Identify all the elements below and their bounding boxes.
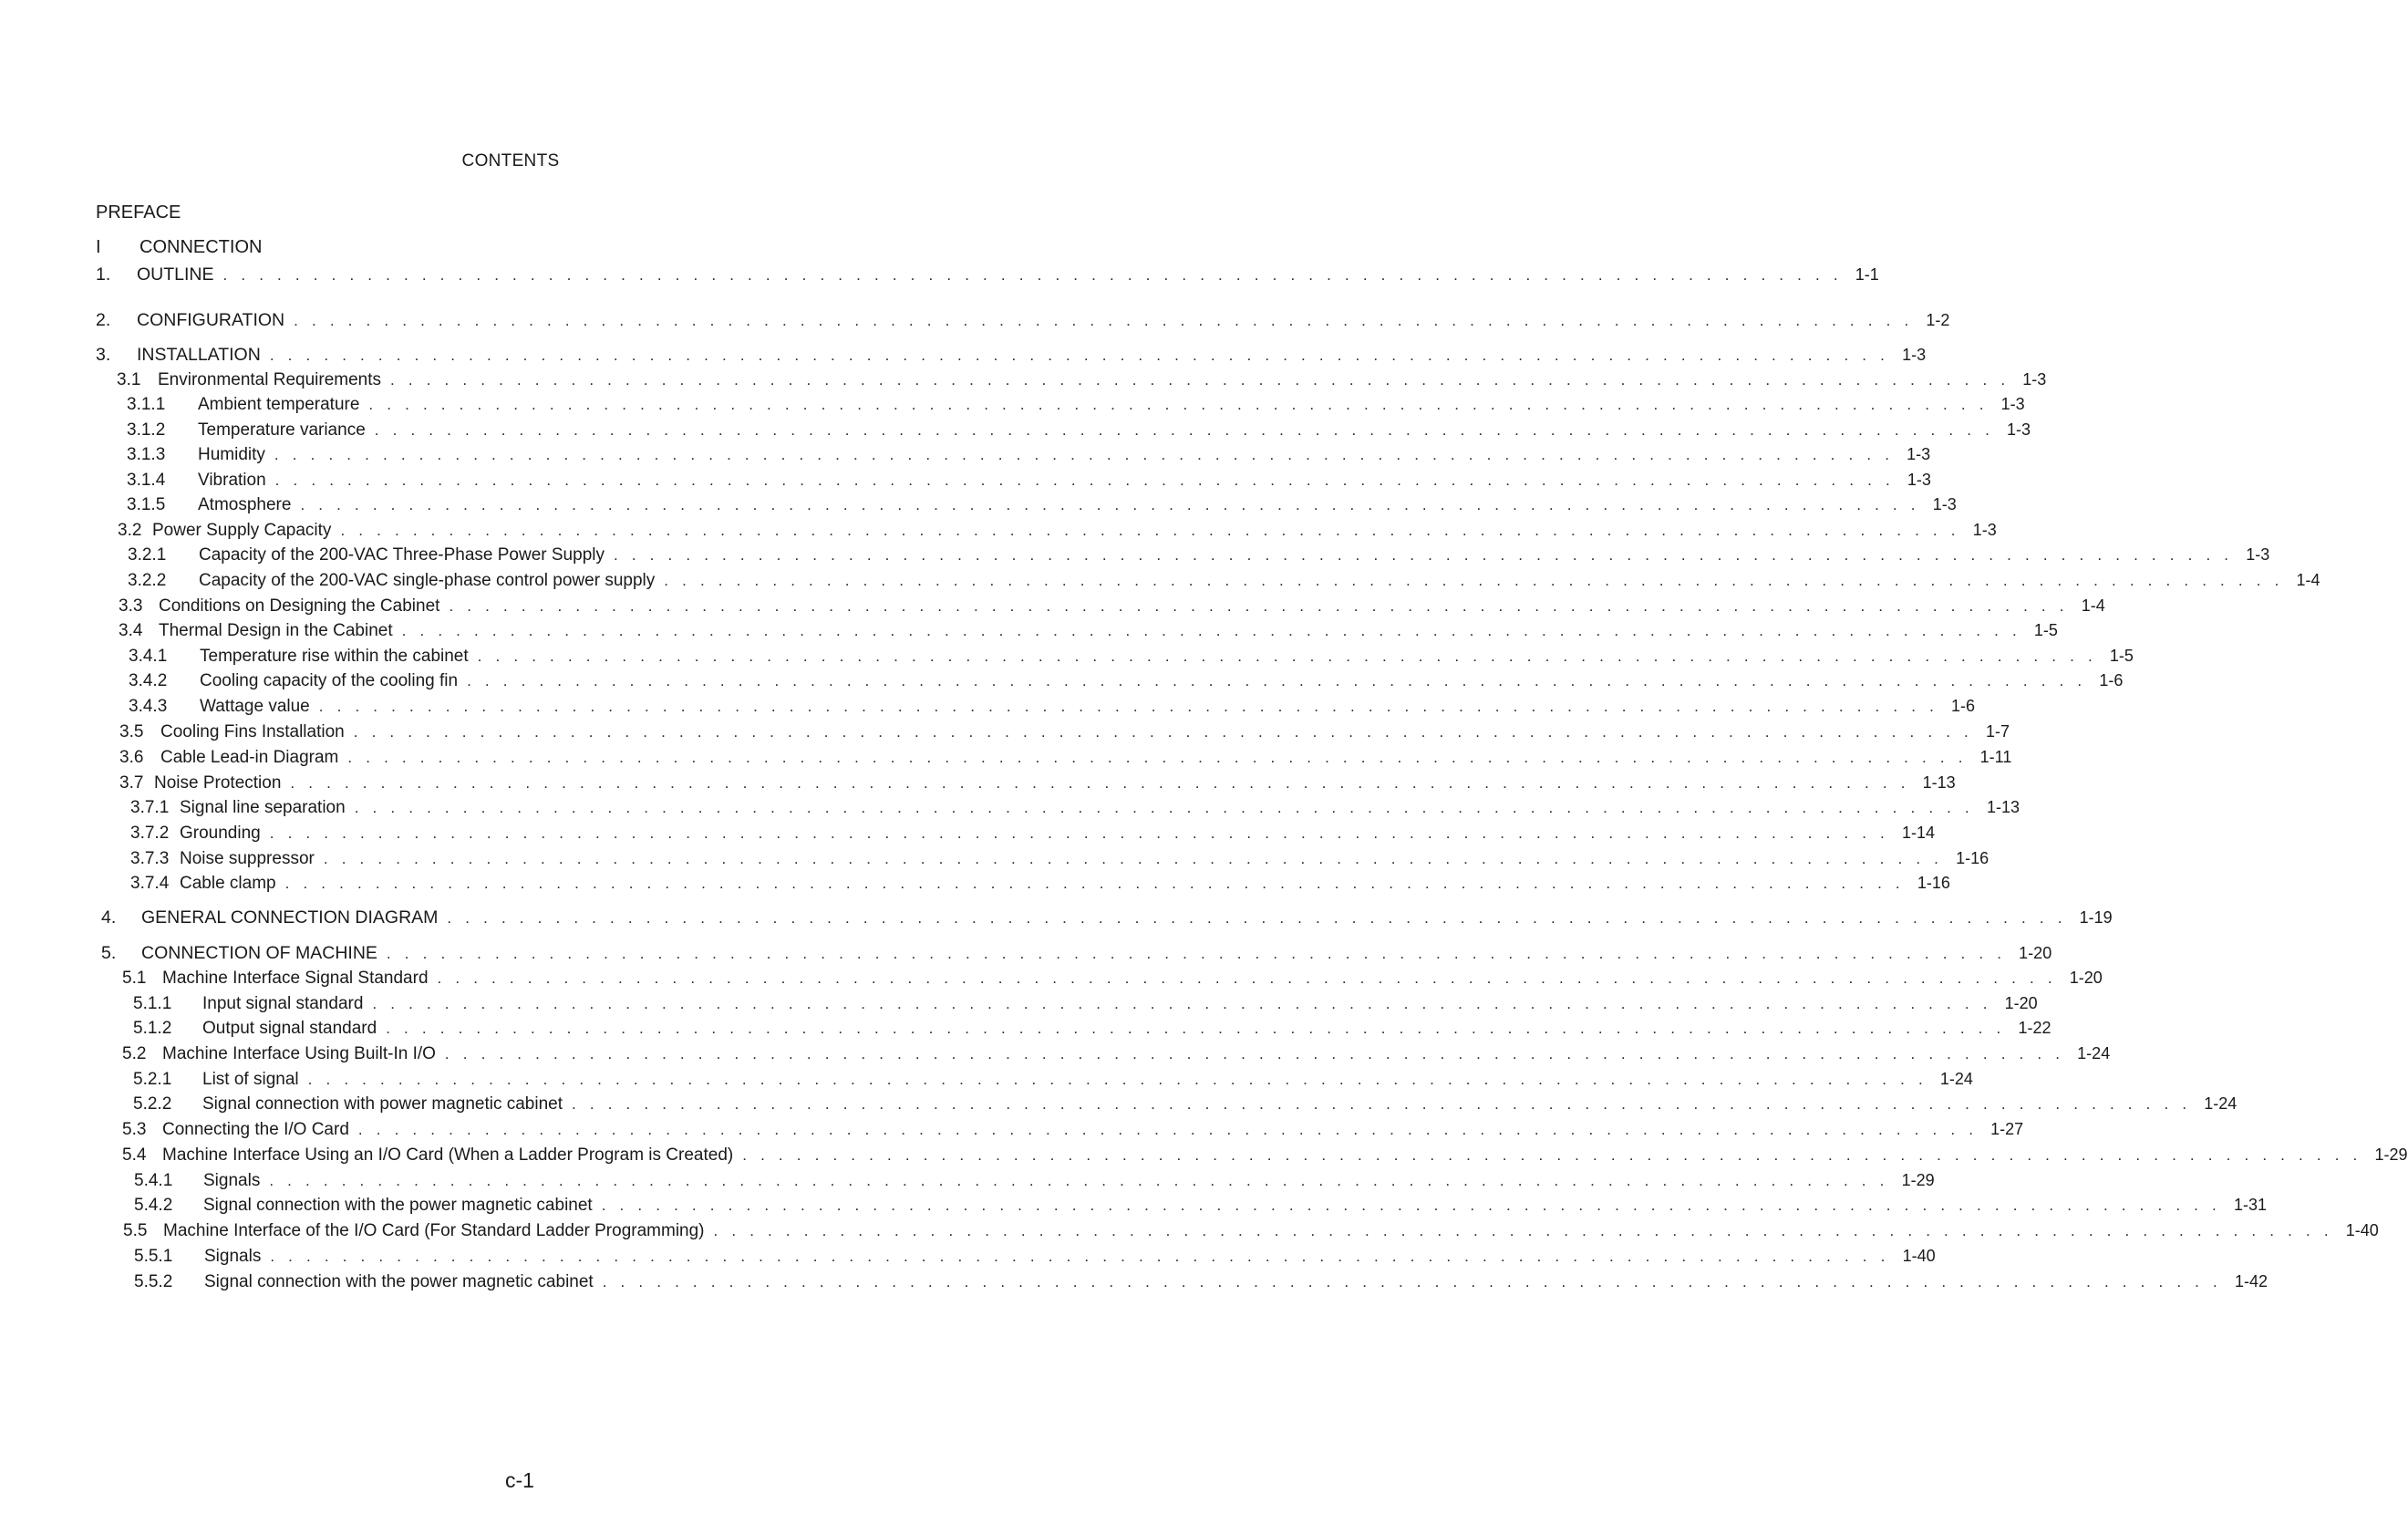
toc-entry: [117, 368, 2047, 391]
toc-leader-dots: . . . . . . . . . . . . . . . . . . . . . . . . . . . . . . . . . . . . . . . . . . . . . . . . . . . . . . . . . . . . . . . . . . . . . . . . . . . . . . . . . . . . . . . . . .: [274, 446, 1895, 463]
toc-entry-page: 1-20: [2004, 994, 2038, 1012]
toc-leader-dots: . . . . . . . . . . . . . . . . . . . . . . . . . . . . . . . . . . . . . . . . . . . . . . . . . . . . . . . . . . . . . . . . . . . . . . . . . . . . . . . . . . . . . . . . . .: [372, 995, 1992, 1012]
toc-entry-label: Cable clamp: [180, 874, 276, 893]
toc-entry: [118, 518, 1997, 542]
toc-entry-label: Capacity of the 200-VAC single-phase control power supply: [199, 571, 656, 590]
toc-entry-number: 3.7.3: [130, 849, 170, 868]
toc-entry: [133, 1092, 2237, 1115]
toc-entry-number: 5.4.2: [134, 1196, 173, 1215]
toc-entry-label: INSTALLATION: [137, 345, 261, 365]
toc-entry-label: Connecting the I/O Card: [162, 1120, 349, 1139]
toc-entry-label: Conditions on Designing the Cabinet: [159, 596, 440, 616]
toc-entry-number: 5.: [101, 943, 117, 963]
toc-entry-label: Cooling capacity of the cooling fin: [200, 671, 459, 690]
toc-entry: [133, 1016, 2051, 1040]
toc-entry-number: 3.7.4: [130, 874, 170, 893]
toc-entry: [122, 1143, 2408, 1166]
toc-entry: [101, 941, 2052, 965]
toc-entry: [122, 966, 2103, 990]
toc-entry-number: 3.4: [119, 621, 143, 640]
toc-entry-label: Machine Interface Using an I/O Card (When a Ladder Program is Created): [162, 1145, 734, 1165]
toc-entry-label: Cooling Fins Installation: [160, 722, 345, 741]
toc-entry: [96, 343, 1927, 367]
toc-entry-page: 1-24: [1939, 1070, 1973, 1088]
toc-entry-number: 3.1: [117, 370, 141, 389]
toc-entry-label: GENERAL CONNECTION DIAGRAM: [141, 907, 439, 928]
toc-entry-number: 5.5.1: [134, 1247, 173, 1266]
toc-entry-number: 5.1.2: [133, 1019, 172, 1038]
toc-entry-page: 1-27: [1990, 1120, 2024, 1138]
toc-entry-page: 1-22: [2018, 1019, 2051, 1037]
toc-entry-number: 3.1.4: [127, 471, 166, 490]
toc-leader-dots: . . . . . . . . . . . . . . . . . . . . . . . . . . . . . . . . . . . . . . . . . . . . . . . . . . . . . . . . . . . . . . . . . . . . . . . . . . . . . . . . . . . . . . . . . .: [300, 496, 1920, 513]
toc-entry-label: Temperature variance: [198, 420, 366, 440]
toc-entry-label: Humidity: [198, 445, 265, 464]
toc-entry-label: CONNECTION OF MACHINE: [141, 943, 377, 963]
toc-entry-label: Environmental Requirements: [158, 370, 382, 389]
toc-leader-dots: . . . . . . . . . . . . . . . . . . . . . . . . . . . . . . . . . . . . . . . . . . . . . . . . . . . . . . . . . . . . . . . . . . . . . . . . . . . . . . . . . . . . . . . . . .: [664, 572, 2284, 589]
toc-leader-dots: . . . . . . . . . . . . . . . . . . . . . . . . . . . . . . . . . . . . . . . . . . . . . . . . . . . . . . . . . . . . . . . . . . . . . . . . . . . . . . . . . . . . . . . . . .: [437, 969, 2057, 987]
toc-entry-number: 3.5: [119, 722, 144, 741]
toc-entry-label: Vibration: [198, 471, 266, 490]
toc-entry-page: 1-4: [2081, 596, 2105, 615]
toc-entry-label: Input signal standard: [202, 994, 364, 1013]
toc-entry-number: 5.2: [122, 1044, 147, 1063]
toc-leader-dots: . . . . . . . . . . . . . . . . . . . . . . . . . . . . . . . . . . . . . . . . . . . . . . . . . . . . . . . . . . . . . . . . . . . . . . . . . . . . . . . . . . . . . . . . . .: [742, 1146, 2362, 1164]
page-title: CONTENTS: [461, 151, 560, 171]
toc-entry-label: Signal line separation: [180, 798, 346, 817]
toc-entry: [129, 669, 2124, 692]
toc-entry-number: 3.4.2: [129, 671, 168, 690]
toc-entry: [130, 846, 1989, 870]
toc-entry-number: 3.7.2: [130, 824, 170, 843]
toc-entry-label: Signal connection with the power magnetic cabinet: [204, 1272, 594, 1291]
toc-entry-page: 1-29: [2374, 1145, 2408, 1164]
toc-entry: [127, 418, 2031, 441]
toc-entry-number: 1.: [96, 264, 111, 285]
toc-leader-dots: . . . . . . . . . . . . . . . . . . . . . . . . . . . . . . . . . . . . . . . . . . . . . . . . . . . . . . . . . . . . . . . . . . . . . . . . . . . . . . . . . . . . . . . . . .: [353, 723, 1973, 741]
toc-leader-dots: . . . . . . . . . . . . . . . . . . . . . . . . . . . . . . . . . . . . . . . . . . . . . . . . . . . . . . . . . . . . . . . . . . . . . . . . . . . . . . . . . . . . . . . . . .: [269, 347, 1890, 364]
toc-entry: [134, 1270, 2268, 1293]
toc-entry-page: 1-3: [1907, 445, 1931, 463]
toc-leader-dots: . . . . . . . . . . . . . . . . . . . . . . . . . . . . . . . . . . . . . . . . . . . . . . . . . . . . . . . . . . . . . . . . . . . . . . . . . . . . . . . . . . . . . . . . . .: [354, 799, 1974, 816]
toc-entry-page: 1-42: [2234, 1272, 2268, 1290]
toc-entry-label: Machine Interface Signal Standard: [162, 969, 429, 988]
toc-entry-label: CONFIGURATION: [137, 310, 285, 330]
part-number: I: [96, 237, 101, 257]
toc-entry-number: 5.1: [122, 969, 147, 988]
toc-entry-page: 1-3: [2007, 420, 2031, 439]
toc-entry-label: Grounding: [180, 824, 261, 843]
toc-entry: [134, 1168, 1935, 1192]
toc-entry-number: 3.4.1: [129, 647, 168, 666]
toc-entry-number: 3.4.3: [129, 697, 168, 716]
toc-entry-page: 1-40: [2345, 1221, 2379, 1239]
toc-entry-page: 1-16: [1956, 849, 1989, 867]
toc-entry-page: 1-3: [2246, 545, 2270, 564]
toc-entry-page: 1-20: [2069, 969, 2103, 987]
toc-leader-dots: . . . . . . . . . . . . . . . . . . . . . . . . . . . . . . . . . . . . . . . . . . . . . . . . . . . . . . . . . . . . . . . . . . . . . . . . . . . . . . . . . . . . . . . . . .: [401, 622, 2021, 639]
toc-entry: [96, 263, 1879, 286]
toc-entry-page: 1-4: [2296, 571, 2320, 589]
toc-entry-page: 1-16: [1917, 874, 1950, 892]
toc-entry-label: Temperature rise within the cabinet: [200, 647, 469, 666]
toc-entry-page: 1-40: [1902, 1247, 1936, 1265]
toc-entry: [119, 771, 1956, 794]
toc-entry: [127, 492, 1957, 516]
toc-entry-number: 4.: [101, 907, 117, 928]
toc-entry-label: Noise suppressor: [180, 849, 315, 868]
toc-entry-label: Signal connection with the power magnetic cabinet: [203, 1196, 593, 1215]
toc-leader-dots: . . . . . . . . . . . . . . . . . . . . . . . . . . . . . . . . . . . . . . . . . . . . . . . . . . . . . . . . . . . . . . . . . . . . . . . . . . . . . . . . . . . . . . . . . .: [347, 749, 1968, 766]
toc-entry-page: 1-2: [1926, 311, 1950, 329]
toc-entry: [130, 795, 2020, 819]
preface-heading: [96, 202, 181, 223]
toc-leader-dots: . . . . . . . . . . . . . . . . . . . . . . . . . . . . . . . . . . . . . . . . . . . . . . . . . . . . . . . . . . . . . . . . . . . . . . . . . . . . . . . . . . . . . . . . . .: [713, 1222, 2333, 1239]
part-heading: [96, 237, 262, 258]
toc-entry-page: 1-3: [2000, 395, 2025, 413]
toc-entry: [123, 1218, 2379, 1242]
toc-leader-dots: . . . . . . . . . . . . . . . . . . . . . . . . . . . . . . . . . . . . . . . . . . . . . . . . . . . . . . . . . . . . . . . . . . . . . . . . . . . . . . . . . . . . . . . . . .: [444, 1045, 2065, 1062]
toc-entry-page: 1-31: [2233, 1196, 2267, 1214]
toc-entry-label: Ambient temperature: [198, 395, 360, 414]
toc-entry-page: 1-13: [1986, 798, 2020, 816]
toc-entry-number: 5.5: [123, 1221, 148, 1240]
toc-leader-dots: . . . . . . . . . . . . . . . . . . . . . . . . . . . . . . . . . . . . . . . . . . . . . . . . . . . . . . . . . . . . . . . . . . . . . . . . . . . . . . . . . . . . . . . . . .: [447, 909, 2067, 927]
toc-entry-number: 3.7: [119, 773, 144, 793]
toc-entry-page: 1-20: [2019, 944, 2052, 962]
toc-entry-label: Thermal Design in the Cabinet: [159, 621, 393, 640]
toc-leader-dots: . . . . . . . . . . . . . . . . . . . . . . . . . . . . . . . . . . . . . . . . . . . . . . . . . . . . . . . . . . . . . . . . . . . . . . . . . . . . . . . . . . . . . . . . . .: [449, 597, 2069, 615]
toc-entry: [129, 694, 1976, 718]
preface-label: PREFACE: [96, 202, 181, 223]
toc-leader-dots: . . . . . . . . . . . . . . . . . . . . . . . . . . . . . . . . . . . . . . . . . . . . . . . . . . . . . . . . . . . . . . . . . . . . . . . . . . . . . . . . . . . . . . . . . .: [368, 396, 1989, 413]
toc-entry: [130, 871, 1950, 895]
toc-entry-label: Wattage value: [200, 697, 310, 716]
toc-entry: [122, 1117, 2024, 1141]
toc-leader-dots: . . . . . . . . . . . . . . . . . . . . . . . . . . . . . . . . . . . . . . . . . . . . . . . . . . . . . . . . . . . . . . . . . . . . . . . . . . . . . . . . . . . . . . . . . .: [294, 312, 1914, 329]
toc-entry-page: 1-24: [2204, 1094, 2237, 1113]
toc-entry-page: 1-5: [2109, 647, 2134, 665]
toc-entry: [134, 1244, 1936, 1268]
toc-leader-dots: . . . . . . . . . . . . . . . . . . . . . . . . . . . . . . . . . . . . . . . . . . . . . . . . . . . . . . . . . . . . . . . . . . . . . . . . . . . . . . . . . . . . . . . . . .: [323, 850, 1944, 867]
toc-leader-dots: . . . . . . . . . . . . . . . . . . . . . . . . . . . . . . . . . . . . . . . . . . . . . . . . . . . . . . . . . . . . . . . . . . . . . . . . . . . . . . . . . . . . . . . . . .: [477, 648, 2097, 665]
toc-entry: [130, 821, 1936, 845]
toc-leader-dots: . . . . . . . . . . . . . . . . . . . . . . . . . . . . . . . . . . . . . . . . . . . . . . . . . . . . . . . . . . . . . . . . . . . . . . . . . . . . . . . . . . . . . . . . . .: [269, 1172, 1889, 1189]
toc-entry-number: 3.2.2: [128, 571, 167, 590]
toc-entry: [122, 1042, 2111, 1065]
toc-entry-number: 5.4.1: [134, 1171, 173, 1190]
toc-entry-number: 3.: [96, 345, 111, 365]
toc-entry: [127, 392, 2025, 416]
toc-entry-page: 1-3: [1907, 471, 1931, 489]
toc-entry-number: 5.2.2: [133, 1094, 172, 1114]
toc-entry-label: List of signal: [202, 1070, 299, 1089]
toc-entry-number: 5.2.1: [133, 1070, 172, 1089]
toc-entry-page: 1-19: [2079, 908, 2113, 927]
toc-leader-dots: . . . . . . . . . . . . . . . . . . . . . . . . . . . . . . . . . . . . . . . . . . . . . . . . . . . . . . . . . . . . . . . . . . . . . . . . . . . . . . . . . . . . . . . . . .: [318, 698, 1939, 715]
toc-entry: [128, 568, 2320, 592]
toc-leader-dots: . . . . . . . . . . . . . . . . . . . . . . . . . . . . . . . . . . . . . . . . . . . . . . . . . . . . . . . . . . . . . . . . . . . . . . . . . . . . . . . . . . . . . . . . . .: [357, 1121, 1979, 1138]
toc-entry-page: 1-5: [2033, 621, 2058, 639]
toc-leader-dots: . . . . . . . . . . . . . . . . . . . . . . . . . . . . . . . . . . . . . . . . . . . . . . . . . . . . . . . . . . . . . . . . . . . . . . . . . . . . . . . . . . . . . . . . . .: [340, 522, 1960, 539]
toc-entry-number: 5.3: [122, 1120, 147, 1139]
toc-entry-number: 5.5.2: [134, 1272, 173, 1291]
toc-leader-dots: . . . . . . . . . . . . . . . . . . . . . . . . . . . . . . . . . . . . . . . . . . . . . . . . . . . . . . . . . . . . . . . . . . . . . . . . . . . . . . . . . . . . . . . . . .: [274, 472, 1895, 489]
toc-entry-label: Atmosphere: [198, 495, 292, 514]
page-number-footer: c-1: [505, 1468, 534, 1492]
toc-entry: [119, 594, 2105, 617]
toc-leader-dots: . . . . . . . . . . . . . . . . . . . . . . . . . . . . . . . . . . . . . . . . . . . . . . . . . . . . . . . . . . . . . . . . . . . . . . . . . . . . . . . . . . . . . . . . . .: [467, 672, 2087, 689]
toc-leader-dots: . . . . . . . . . . . . . . . . . . . . . . . . . . . . . . . . . . . . . . . . . . . . . . . . . . . . . . . . . . . . . . . . . . . . . . . . . . . . . . . . . . . . . . . . . .: [307, 1071, 1927, 1088]
toc-entry-number: 3.1.3: [127, 445, 166, 464]
toc-leader-dots: . . . . . . . . . . . . . . . . . . . . . . . . . . . . . . . . . . . . . . . . . . . . . . . . . . . . . . . . . . . . . . . . . . . . . . . . . . . . . . . . . . . . . . . . . .: [386, 945, 2007, 962]
toc-entry: [119, 720, 2010, 743]
toc-leader-dots: . . . . . . . . . . . . . . . . . . . . . . . . . . . . . . . . . . . . . . . . . . . . . . . . . . . . . . . . . . . . . . . . . . . . . . . . . . . . . . . . . . . . . . . . . .: [602, 1273, 2222, 1290]
toc-entry-number: 5.4: [122, 1145, 147, 1165]
toc-entry-page: 1-3: [1932, 495, 1957, 513]
toc-entry-number: 3.1.5: [127, 495, 166, 514]
toc-entry: [134, 1193, 2267, 1217]
toc-leader-dots: . . . . . . . . . . . . . . . . . . . . . . . . . . . . . . . . . . . . . . . . . . . . . . . . . . . . . . . . . . . . . . . . . . . . . . . . . . . . . . . . . . . . . . . . . .: [390, 371, 2010, 389]
toc-entry: [101, 906, 2113, 929]
toc-entry-label: Capacity of the 200-VAC Three-Phase Power Supply: [199, 545, 605, 565]
toc-leader-dots: . . . . . . . . . . . . . . . . . . . . . . . . . . . . . . . . . . . . . . . . . . . . . . . . . . . . . . . . . . . . . . . . . . . . . . . . . . . . . . . . . . . . . . . . . .: [270, 1248, 1890, 1265]
toc-entry-number: 3.2: [118, 521, 142, 540]
toc-entry-label: Machine Interface of the I/O Card (For Standard Ladder Programming): [163, 1221, 705, 1240]
toc-entry-label: Power Supply Capacity: [152, 521, 332, 540]
toc-entry-page: 1-3: [1902, 346, 1927, 364]
toc-entry-page: 1-24: [2077, 1044, 2111, 1062]
toc-entry: [133, 991, 2038, 1015]
toc-entry-number: 3.3: [119, 596, 143, 616]
toc-leader-dots: . . . . . . . . . . . . . . . . . . . . . . . . . . . . . . . . . . . . . . . . . . . . . . . . . . . . . . . . . . . . . . . . . . . . . . . . . . . . . . . . . . . . . . . . . .: [290, 774, 1910, 792]
toc-entry: [96, 308, 1950, 332]
toc-entry-page: 1-6: [1951, 697, 1976, 715]
toc-leader-dots: . . . . . . . . . . . . . . . . . . . . . . . . . . . . . . . . . . . . . . . . . . . . . . . . . . . . . . . . . . . . . . . . . . . . . . . . . . . . . . . . . . . . . . . . . .: [222, 266, 1843, 284]
toc-leader-dots: . . . . . . . . . . . . . . . . . . . . . . . . . . . . . . . . . . . . . . . . . . . . . . . . . . . . . . . . . . . . . . . . . . . . . . . . . . . . . . . . . . . . . . . . . .: [269, 824, 1889, 842]
toc-entry-number: 3.2.1: [128, 545, 167, 565]
toc-entry-number: 3.7.1: [130, 798, 170, 817]
toc-leader-dots: . . . . . . . . . . . . . . . . . . . . . . . . . . . . . . . . . . . . . . . . . . . . . . . . . . . . . . . . . . . . . . . . . . . . . . . . . . . . . . . . . . . . . . . . . .: [601, 1197, 2221, 1214]
part-label: CONNECTION: [140, 237, 263, 257]
toc-entry: [119, 745, 2012, 769]
toc-entry-label: Machine Interface Using Built-In I/O: [162, 1044, 436, 1063]
toc-entry-number: 5.1.1: [133, 994, 172, 1013]
toc-entry: [129, 644, 2134, 668]
toc-entry-page: 1-11: [1979, 748, 2012, 766]
toc-entry-label: Noise Protection: [154, 773, 282, 793]
toc-entry-page: 1-29: [1901, 1171, 1935, 1189]
toc-entry-page: 1-3: [2022, 370, 2047, 389]
toc-entry-number: 3.1.2: [127, 420, 166, 440]
toc-entry-page: 1-6: [2099, 671, 2124, 689]
toc-entry-label: Signals: [203, 1171, 261, 1190]
toc-leader-dots: . . . . . . . . . . . . . . . . . . . . . . . . . . . . . . . . . . . . . . . . . . . . . . . . . . . . . . . . . . . . . . . . . . . . . . . . . . . . . . . . . . . . . . . . . .: [572, 1095, 2192, 1113]
toc-entry: [119, 618, 2058, 642]
toc-entry-label: Signals: [204, 1247, 262, 1266]
toc-entry-number: 3.6: [119, 748, 144, 767]
toc-leader-dots: . . . . . . . . . . . . . . . . . . . . . . . . . . . . . . . . . . . . . . . . . . . . . . . . . . . . . . . . . . . . . . . . . . . . . . . . . . . . . . . . . . . . . . . . . .: [386, 1020, 2006, 1037]
toc-entry: [127, 442, 1931, 466]
toc-entry-page: 1-1: [1855, 265, 1879, 284]
toc-entry-page: 1-14: [1901, 824, 1936, 842]
toc-entry-label: Output signal standard: [202, 1019, 377, 1038]
toc-entry-label: Cable Lead-in Diagram: [160, 748, 339, 767]
toc-entry-label: OUTLINE: [137, 264, 214, 285]
toc-entry-label: Signal connection with power magnetic cabinet: [202, 1094, 563, 1114]
toc-leader-dots: . . . . . . . . . . . . . . . . . . . . . . . . . . . . . . . . . . . . . . . . . . . . . . . . . . . . . . . . . . . . . . . . . . . . . . . . . . . . . . . . . . . . . . . . . .: [374, 421, 1995, 439]
toc-entry-page: 1-7: [1985, 722, 2010, 741]
toc-entry: [127, 468, 1931, 492]
toc-leader-dots: . . . . . . . . . . . . . . . . . . . . . . . . . . . . . . . . . . . . . . . . . . . . . . . . . . . . . . . . . . . . . . . . . . . . . . . . . . . . . . . . . . . . . . . . . .: [613, 546, 2234, 564]
toc-entry-number: 2.: [96, 310, 111, 330]
toc-leader-dots: . . . . . . . . . . . . . . . . . . . . . . . . . . . . . . . . . . . . . . . . . . . . . . . . . . . . . . . . . . . . . . . . . . . . . . . . . . . . . . . . . . . . . . . . . .: [284, 875, 1905, 892]
toc-entry: [133, 1067, 1973, 1091]
toc-entry-page: 1-3: [1972, 521, 1997, 539]
toc-entry: [128, 543, 2270, 566]
toc-entry-number: 3.1.1: [127, 395, 166, 414]
toc-entry-page: 1-13: [1922, 773, 1956, 792]
